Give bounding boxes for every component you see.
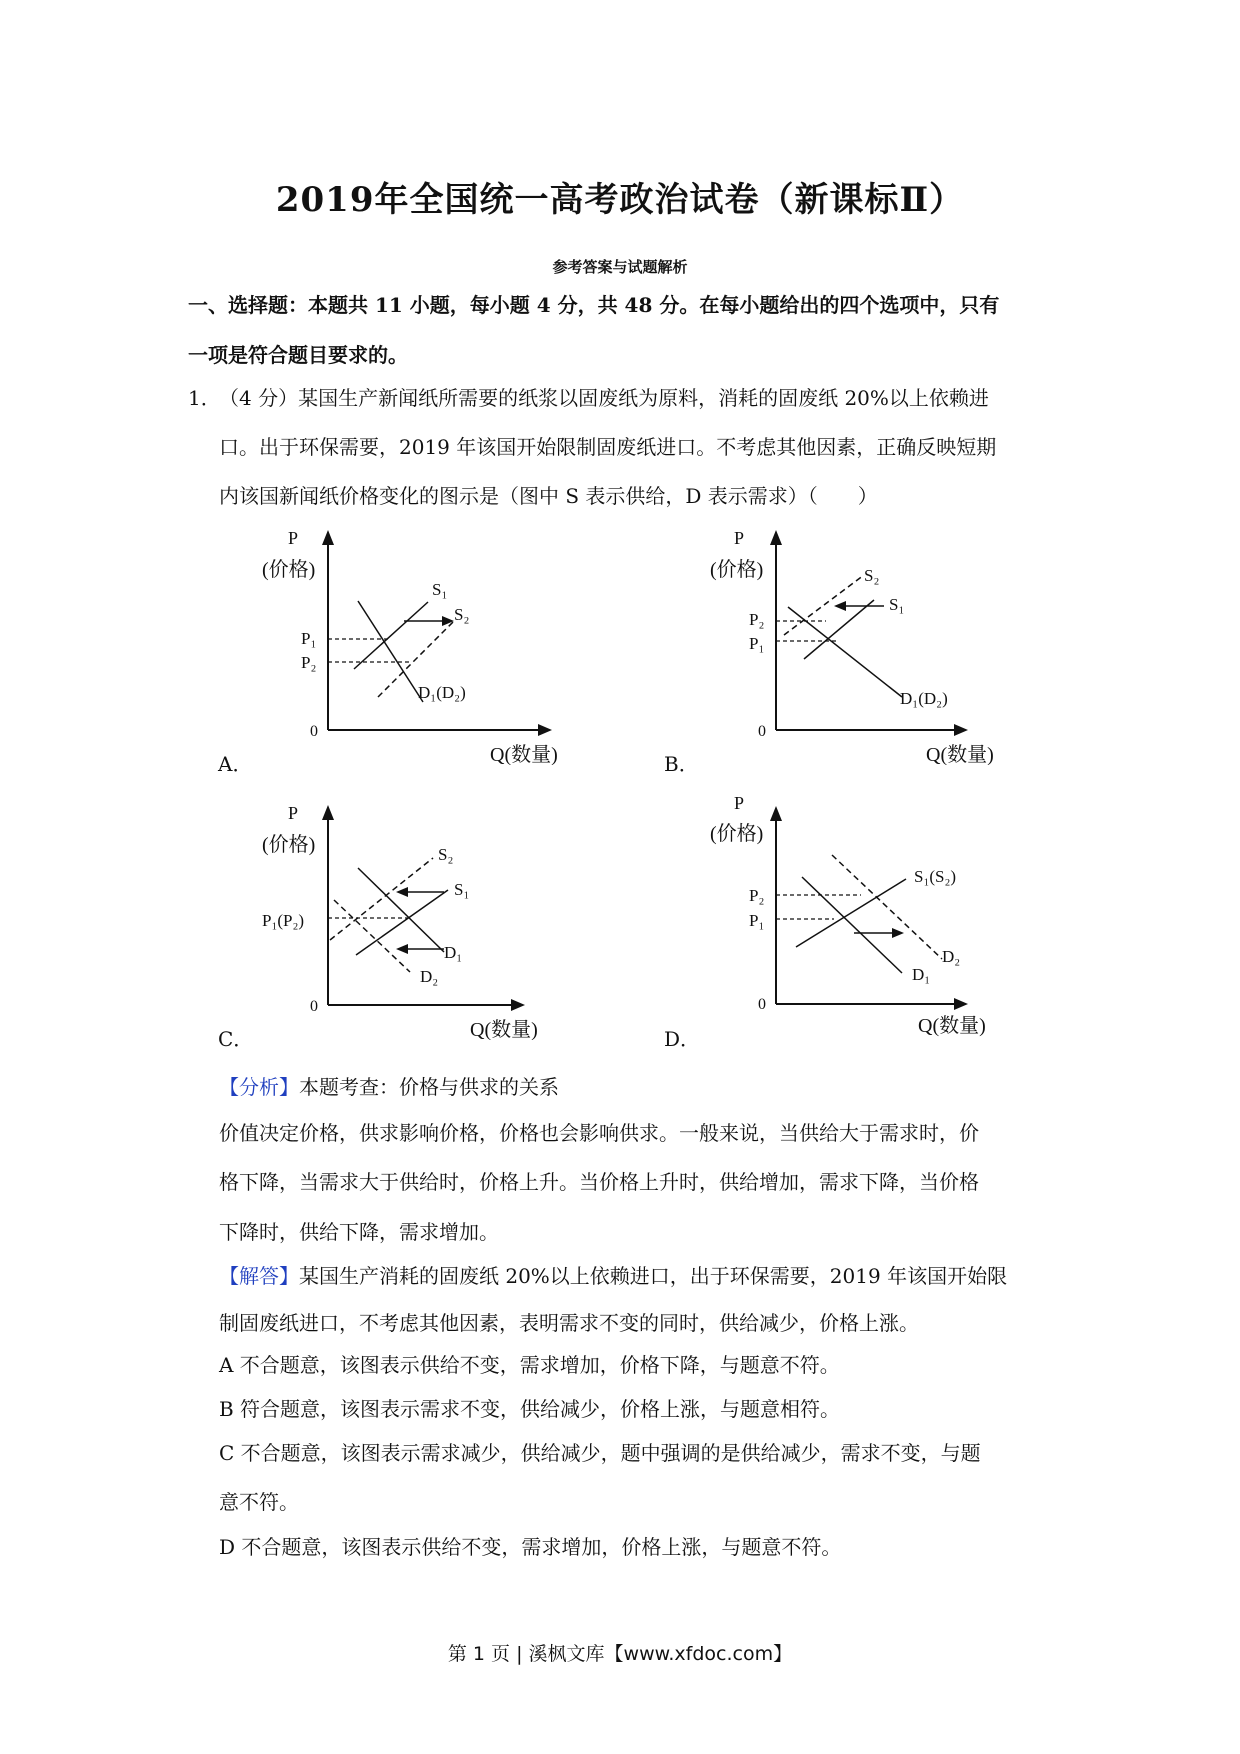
graph-a-s2-label: S₂	[454, 605, 470, 624]
section-heading	[188, 280, 1068, 380]
graph-b-axis-p-name: (价格)	[710, 559, 764, 581]
answer-tag: 【解答】	[219, 1264, 299, 1288]
graph-c	[258, 800, 568, 1040]
graph-b-s2-line	[784, 575, 864, 635]
answer-option-b: B 符合题意，该图表示需求不变，供给减少，价格上涨，与题意相符。	[219, 1397, 841, 1421]
graph-a-s1-label: S₁	[432, 580, 448, 599]
graph-d-shift-arrow	[892, 928, 904, 938]
graph-b-axis-q: Q(数量)	[926, 744, 994, 765]
graph-c-d1-line	[358, 868, 444, 952]
graph-c-s1-label: S₁	[454, 880, 470, 899]
analysis-line-0: 本题考查：价格与供求的关系	[299, 1075, 559, 1099]
section-heading-line-2: 一项是符合题目要求的。	[188, 343, 408, 367]
graph-a-p-bottom: P₂	[301, 653, 317, 672]
page-subtitle: 参考答案与试题解析	[552, 258, 688, 276]
graph-c-origin: 0	[310, 998, 318, 1015]
answer-option-c-line-2: 意不符。	[219, 1490, 299, 1514]
graph-a-shift-arrow	[442, 616, 454, 626]
section-heading-line-1: 一、选择题：本题共 11 小题，每小题 4 分，共 48 分。在每小题给出的四个选项中，只有	[188, 293, 1000, 317]
graph-b-axis-p: P	[734, 528, 745, 548]
graph-b-s1-line	[804, 600, 874, 659]
question-line-1: （4 分）某国生产新闻纸所需要的纸浆以固废纸为原料，消耗的固废纸 20%以上依赖进	[219, 386, 989, 410]
graph-b-p-bottom: P₁	[749, 634, 765, 653]
analysis-line-3: 下降时，供给下降，需求增加。	[219, 1220, 499, 1244]
graph-b-origin: 0	[758, 723, 766, 740]
graph-c-p: P₁(P₂)	[262, 911, 305, 930]
graph-c-s1-line	[356, 890, 448, 955]
graph-d-axis-p: P	[734, 797, 745, 813]
graph-c-supply-arrow	[396, 887, 408, 897]
graph-a-origin: 0	[310, 723, 318, 740]
answer-line-0: 某国生产消耗的固废纸 20%以上依赖进口，出于环保需要，2019 年该国开始限	[299, 1264, 1008, 1288]
graph-b	[706, 525, 1016, 765]
graph-c-d2-label: D₂	[420, 967, 439, 986]
page-footer: 第 1 页 | 溪枫文库【www.xfdoc.com】	[447, 1643, 793, 1665]
graph-a	[258, 525, 568, 765]
graph-b-p-top: P₂	[749, 610, 765, 629]
graph-b-shift-arrow	[834, 601, 846, 611]
graph-c-demand-arrow	[396, 944, 408, 954]
question-line-2: 口。出于环保需要，2019 年该国开始限制固废纸进口。不考虑其他因素，正确反映短期	[219, 435, 997, 459]
graph-d-s-label: S₁(S₂)	[914, 867, 957, 886]
graph-c-d2-line	[334, 900, 410, 972]
graph-d-p-top: P₂	[749, 886, 765, 905]
analysis-line-1: 价值决定价格，供求影响价格，价格也会影响供求。一般来说，当供给大于需求时，价	[219, 1121, 979, 1145]
graph-a-axis-p-name: (价格)	[262, 559, 316, 581]
graph-c-s2-line	[330, 858, 433, 940]
graph-a-p-top: P₁	[301, 629, 317, 648]
analysis-tag: 【分析】	[219, 1075, 299, 1099]
graph-d-supply-line	[796, 879, 906, 947]
graph-a-d-label: D₁(D₂)	[418, 683, 466, 702]
answer-option-c-line-1: C 不合题意，该图表示需求减少，供给减少，题中强调的是供给减少，需求不变，与题	[219, 1441, 981, 1465]
option-b-label: B．	[664, 752, 699, 776]
graph-d-d1-label: D₁	[912, 965, 931, 984]
graph-a-axis-p: P	[288, 528, 299, 548]
answer-first-line	[219, 1264, 1007, 1288]
page-title: 2019年全国统一高考政治试卷（新课标Ⅱ）	[275, 180, 965, 220]
option-a-label: A．	[218, 752, 253, 776]
graph-c-d1-label: D₁	[444, 943, 463, 962]
graph-d-axis-q: Q(数量)	[918, 1015, 986, 1037]
answer-option-d: D 不合题意，该图表示供给不变，需求增加，价格上涨，与题意不符。	[219, 1535, 842, 1559]
graph-a-axis-q: Q(数量)	[490, 744, 558, 765]
analysis-line-2: 格下降，当需求大于供给时，价格上升。当价格上升时，供给增加，需求下降，当价格	[219, 1170, 979, 1194]
graph-c-axis-p: P	[288, 803, 299, 823]
question-line-3: 内该国新闻纸价格变化的图示是（图中 S 表示供给，D 表示需求）（ ）	[219, 484, 878, 508]
option-d-label: D．	[664, 1027, 701, 1051]
graph-c-s2-label: S₂	[438, 845, 454, 864]
question-number: 1．	[188, 386, 221, 410]
graph-d-p-bottom: P₁	[749, 911, 765, 930]
graph-d-axis-p-name: (价格)	[710, 823, 764, 845]
answer-line-1: 制固废纸进口，不考虑其他因素，表明需求不变的同时，供给减少，价格上涨。	[219, 1311, 919, 1335]
option-c-label: C．	[218, 1027, 254, 1051]
graph-d-origin: 0	[758, 996, 766, 1013]
graph-d-d2-label: D₂	[942, 947, 961, 966]
graph-c-axis-p-name: (价格)	[262, 834, 316, 856]
answer-option-a: A 不合题意，该图表示供给不变，需求增加，价格下降，与题意不符。	[219, 1353, 840, 1377]
graph-b-s1-label: S₁	[889, 595, 905, 614]
graph-c-axis-q: Q(数量)	[470, 1019, 538, 1040]
graph-d	[706, 797, 1016, 1037]
analysis-first-line	[219, 1075, 559, 1099]
graph-b-s2-label: S₂	[864, 566, 880, 585]
graph-b-d-label: D₁(D₂)	[900, 689, 948, 708]
